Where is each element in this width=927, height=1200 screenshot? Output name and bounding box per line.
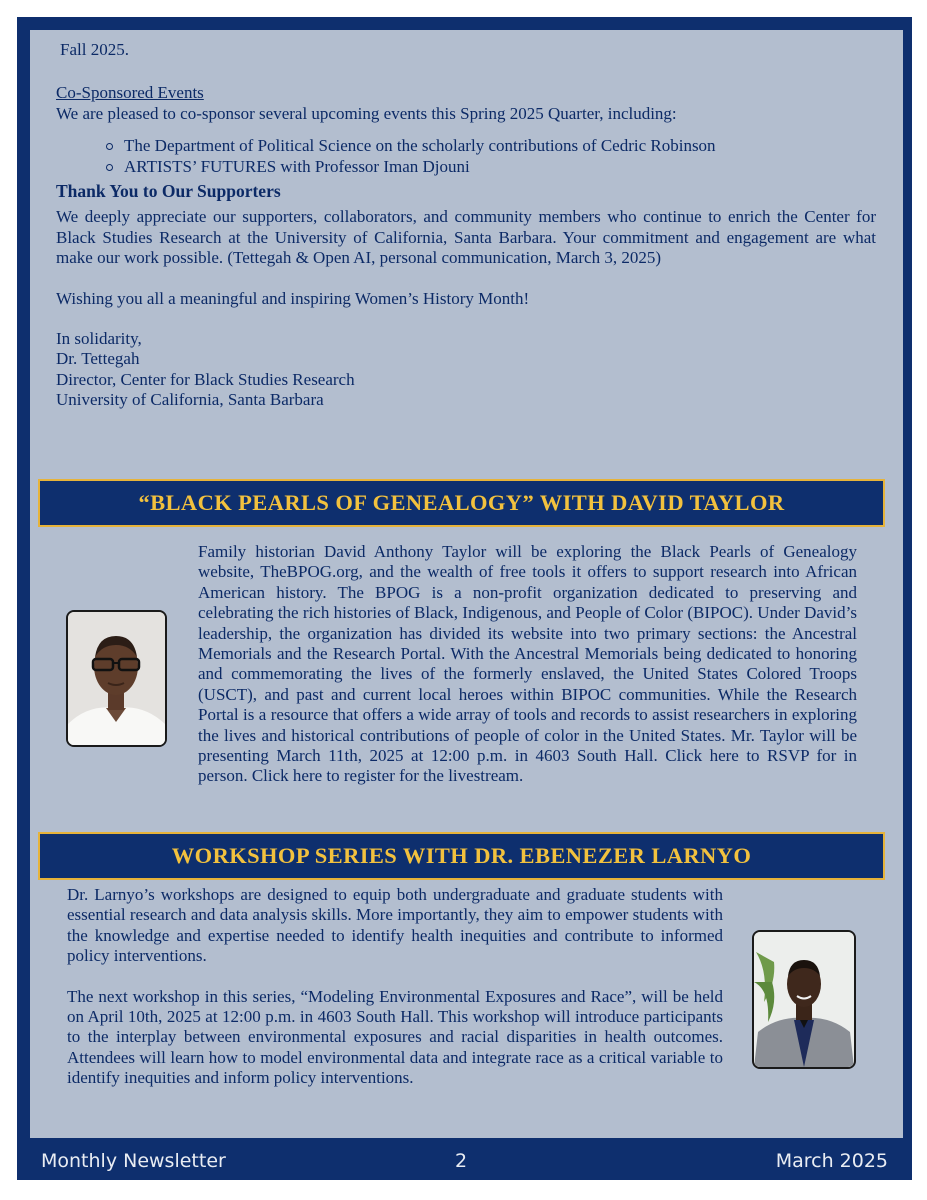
workshop-para-2: The next workshop in this series, “Modeling Environmental Exposures and Race”, will be held on April 10th, 2025 at 12:00 p.m. in 4603 South Hall. This workshop will introduce participants to the interplay between environmental exposures and racial disparities in health outcomes. Attendees will learn how to model environmental data and integrate race as a critical variable to identify inequities and inform policy interventions.: [67, 986, 723, 1088]
cosponsored-text: We are pleased to co-sponsor several upcoming events this Spring 2025 Quarter, including:: [56, 103, 677, 123]
genealogy-text: Family historian David Anthony Taylor will be exploring the Black Pearls of Genealogy website, TheBPOG.org, and the wealth of free tools it offers to support research into African American history. The BPOG is a non-profit organization dedicated to preserving and celebrating the rich histories of Black, Indigenous, and People of Color (BIPOC). Under David’s leadership, the organization has divided its website into two primary sections: the Ancestral Memorials and the Research Portal. With the Ancestral Memorials being dedicated to honoring and commemorating the lives of the formerly enslaved, the United States Colored Troops (USCT), and past and current local heroes within BIPOC communities. While the Research Portal is a resource that offers a wide array of tools and records to assist researchers in exploring the lives and historical contributions of people of color in the United States. Mr. Taylor will be presenting March 11th, 2025 at 12:00 p.m. in 4603 South Hall.: [198, 542, 857, 766]
signoff: In solidarity,: [56, 329, 142, 349]
event-item: ARTISTS’ FUTURES with Professor Iman Djouni: [124, 157, 876, 177]
banner-title: WORKSHOP SERIES WITH DR. EBENEZER LARNYO: [171, 843, 752, 868]
director-letter: [56, 40, 876, 411]
footer-newsletter-label: Monthly Newsletter: [41, 1150, 226, 1172]
cosponsored-heading: Co-Sponsored Events: [56, 83, 204, 103]
signer-name: Dr. Tettegah: [56, 349, 140, 369]
thanks-text: We deeply appreciate our supporters, collaborators, and community members who continue to enrich the Center for Black Studies Research at the University of California, Santa Barbara. Your commitment and engagement are what make our work possible. (Tettegah & Open AI, personal communication, March 3, 2025): [56, 207, 876, 268]
david-taylor-photo: [66, 610, 167, 747]
genealogy-description: [198, 542, 857, 787]
ebenezer-larnyo-photo: [752, 930, 856, 1069]
banner-title: “BLACK PEARLS OF GENEALOGY” WITH DAVID TAYLOR: [138, 490, 785, 515]
workshop-para-1: Dr. Larnyo’s workshops are designed to equip both undergraduate and graduate students with essential research and data analysis skills. More importantly, they aim to empower students with the knowledge and expertise needed to identify health inequities and contribute to informed policy interventions.: [67, 885, 723, 966]
livestream-link[interactable]: Click here to register for the livestream.: [251, 766, 524, 786]
signer-title: Director, Center for Black Studies Research: [56, 369, 355, 389]
rsvp-link[interactable]: Click here to RSVP for in person.: [198, 746, 858, 786]
portrait-illustration: [754, 932, 854, 1067]
wishing-text: Wishing you all a meaningful and inspiring Women’s History Month!: [56, 288, 530, 308]
workshop-description: [67, 885, 723, 1089]
fall-line: Fall 2025.: [60, 40, 129, 59]
section-banner-genealogy: [38, 479, 885, 527]
footer-page-number: 2: [455, 1150, 468, 1172]
signer-org: University of California, Santa Barbara: [56, 390, 324, 410]
footer-date: March 2025: [775, 1150, 888, 1172]
thanks-heading: Thank You to Our Supporters: [56, 181, 281, 202]
event-item: The Department of Political Science on the scholarly contributions of Cedric Robinson: [124, 136, 876, 156]
event-list: [56, 136, 876, 177]
portrait-illustration: [68, 612, 165, 745]
page-footer: [17, 1140, 912, 1180]
section-banner-workshop: [38, 832, 885, 880]
